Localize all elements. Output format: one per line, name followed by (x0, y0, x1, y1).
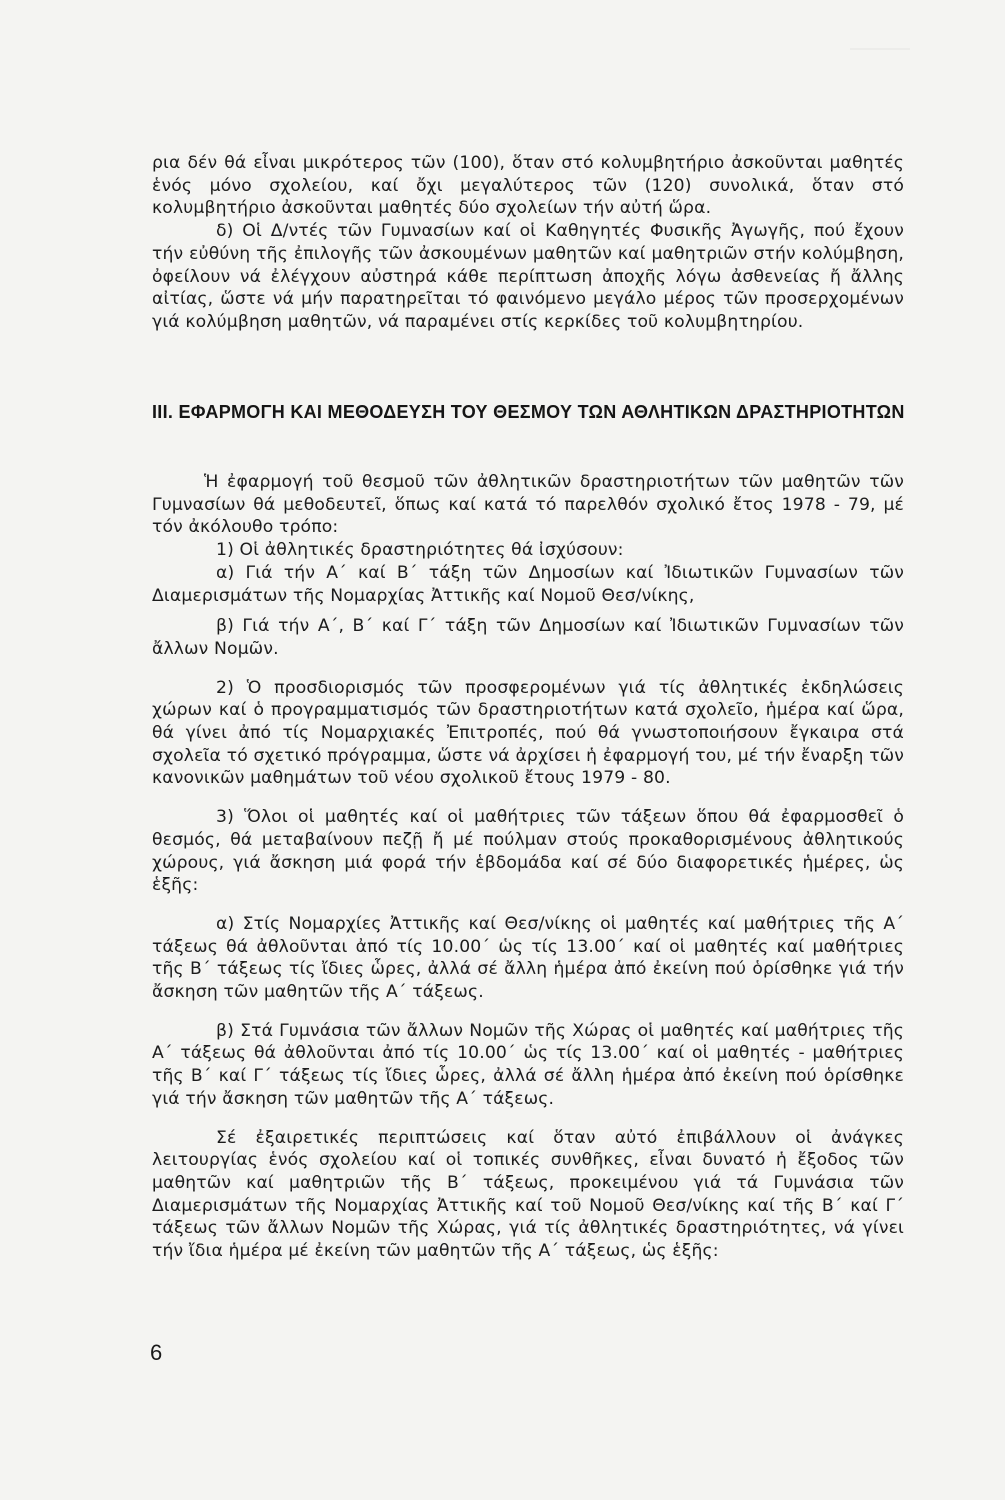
final-paragraph: Σέ ἐξαιρετικές περιπτώσεις καί ὅταν αὐτό ἐπιβάλλουν οἱ ἀνάγκες λειτουργίας ἑνός σχολείου καί οἱ τοπικές συνθῆκες, εἶναι δυνατό ἡ ἔξοδος τῶν μαθητῶν καί μαθητριῶν τῆς Β΄ τάξεως, προκειμένου γιά τά Γυμνάσια τῶν Διαμερισμάτων τῆς Νομαρχίας Ἀττικῆς καί τοῦ Νομοῦ Θεσ/νίκης καί τῆς Β΄ καί Γ΄ τάξεως τῶν ἄλλων Νομῶν τῆς Χώρας, γιά τίς ἀθλητικές δραστηριότητες, νά γίνει τήν ἴδια ἡμέρα μέ ἐκείνη τῶν μαθητῶν τῆς Α΄ τάξεως, ὡς ἑξῆς: (152, 1127, 904, 1262)
paragraph-delta: δ) Οἱ Δ/ντές τῶν Γυμνασίων καί οἱ Καθηγητές Φυσικῆς Ἀγωγῆς, πού ἔχουν τήν εὐθύνη τῆς ἐπιλογῆς τῶν ἀσκουμένων μαθητῶν καί μαθητριῶν στήν κολύμβηση, ὀφείλουν νά ἐλέγχουν αὐστηρά κάθε περίπτωση ἀποχῆς λόγω ἀσθενείας ἤ ἄλλης αἰτίας, ὥστε νά μήν παρατηρεῖται τό φαινόμενο μεγάλο μέρος τῶν προσερχομένων γιά κολύμβηση μαθητῶν, νά παραμένει στίς κερκίδες τοῦ κολυμβητηρίου. (152, 221, 904, 332)
intro-paragraph: Ἡ ἐφαρμογή τοῦ θεσμοῦ τῶν ἀθλητικῶν δραστηριοτήτων τῶν μαθητῶν τῶν Γυμνασίων θά μεθοδευτεῖ, ὅπως καί κατά τό παρελθόν σχολικό ἔτος 1978 - 79, μέ τόν ἀκόλουθο τρόπο: (152, 472, 904, 538)
bleed-through-mark (850, 48, 910, 50)
item-3: 3) Ὅλοι οἱ μαθητές καί οἱ μαθήτριες τῶν τάξεων ὅπου θά ἐφαρμοσθεῖ ὁ θεσμός, θά μεταβαίνουν πεζῇ ἤ μέ πούλμαν στούς προκαθορισμένους ἀθλητικούς χώρους, γιά ἄσκηση μιά φορά τήν ἑβδομάδα καί σέ δύο διαφορετικές ἡμέρες, ὡς ἑξῆς: (152, 807, 904, 896)
paragraph-continued: ρια δέν θά εἶναι μικρότερος τῶν (100), ὅταν στό κολυμβητήριο ἀσκοῦνται μαθητές ἑνός μόνο σχολείου, καί ὄχι μεγαλύτερος τῶν (120) συνολικά, ὅταν στό κολυμβητήριο ἀσκοῦνται μαθητές δύο σχολείων τήν αὐτή ὥρα. (152, 153, 904, 219)
item-1b: β) Γιά τήν Α΄, Β΄ καί Γ΄ τάξη τῶν Δημοσίων καί Ἰδιωτικῶν Γυμνασίων τῶν ἄλλων Νομῶν. (152, 616, 904, 659)
body-text-section-3 (152, 471, 904, 1263)
item-3b: β) Στά Γυμνάσια τῶν ἄλλων Νομῶν τῆς Χώρας οἱ μαθητές καί μαθήτριες τῆς Α΄ τάξεως θά ἀθλοῦνται ἀπό τίς 10.00΄ ὡς τίς 13.00΄ καί οἱ μαθητές - μαθήτριες τῆς Β΄ καί Γ΄ τάξεως τίς ἴδιες ὧρες, ἀλλά σέ ἄλλη ἡμέρα ἀπό ἐκείνη πού ὁρίσθηκε γιά τήν ἄσκηση τῶν μαθητῶν τῆς Α΄ τάξεως. (152, 1020, 904, 1109)
item-3a: α) Στίς Νομαρχίες Ἀττικῆς καί Θεσ/νίκης οἱ μαθητές καί μαθήτριες τῆς Α΄ τάξεως θά ἀθλοῦνται ἀπό τίς 10.00΄ ὡς τίς 13.00΄ καί οἱ μαθητές καί μαθήτριες τῆς Β΄ τάξεως τίς ἴδιες ὧρες, ἀλλά σέ ἄλλη ἡμέρα ἀπό ἐκείνη πού ὁρίσθηκε γιά τήν ἄσκηση τῶν μαθητῶν τῆς Α΄ τάξεως. (152, 913, 904, 1003)
section-heading: ΙΙΙ. ΕΦΑΡΜΟΓΗ ΚΑΙ ΜΕΘΟΔΕΥΣΗ ΤΟΥ ΘΕΣΜΟΥ ΤΩΝ ΑΘΛΗΤΙΚΩΝ ΔΡΑΣΤΗΡΙΟΤΗΤΩΝ (152, 402, 905, 422)
item-1a: α) Γιά τήν Α΄ καί Β΄ τάξη τῶν Δημοσίων καί Ἰδιωτικῶν Γυμνασίων τῶν Διαμερισμάτων τῆς Νομαρχίας Ἀττικῆς καί Νομοῦ Θεσ/νίκης, (152, 562, 904, 606)
body-text-top (152, 152, 904, 334)
item-2: 2) Ὁ προσδιορισμός τῶν προσφερομένων γιά τίς ἀθλητικές ἐκδηλώσεις χώρων καί ὁ προγραμματισμός τῶν δραστηριοτήτων κατά σχολεῖο, ἡμέρα καί ὥρα, θά γίνει ἀπό τίς Νομαρχιακές Ἐπιτροπές, πού θά γνωστοποιήσουν ἔγκαιρα στά σχολεῖα τό σχετικό πρόγραμμα, ὥστε νά ἀρχίσει ἡ ἐφαρμογή του, μέ τήν ἔναρξη τῶν κανονικῶν μαθημάτων τοῦ νέου σχολικοῦ ἔτους 1979 - 80. (152, 677, 904, 789)
item-1: 1) Οἱ ἀθλητικές δραστηριότητες θά ἰσχύσουν: (216, 540, 624, 561)
page-number: 6 (150, 1340, 163, 1365)
